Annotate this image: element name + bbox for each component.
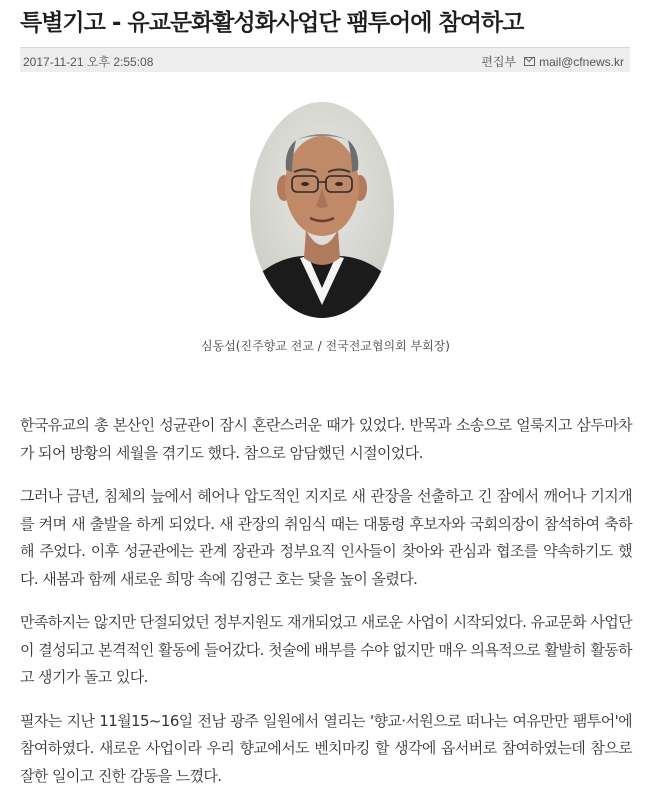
paragraph: 한국유교의 총 본산인 성균관이 잠시 혼란스러운 때가 있었다. 반목과 소송으로 얼룩지고 삼두마차가 되어 방황의 세월을 겪기도 했다. 참으로 암담했던 시절이었다. [20, 416, 632, 462]
paragraph: 만족하지는 않지만 단절되었던 정부지원도 재개되었고 새로운 사업이 시작되었다. 유교문화 사업단이 결성되고 본격적인 활동에 들어갔다. 첫술에 배부를 수야 없지만 매우 의욕적으로 활발히 활동하고 생기가 돌고 있다. [20, 613, 632, 686]
author-name: 편집부 [481, 55, 517, 69]
paragraph: 필자는 지난 11월15~16일 전남 광주 일원에서 열리는 '향교·서원으로 떠나는 여유만만 팸투어'에 참여하였다. 새로운 사업이라 우리 향교에서도 벤치마킹 할 생각에 옵서버로 참여하였는데 참으로 잘한 일이고 진한 감동을 느꼈다. [20, 711, 632, 785]
article-title: 특별기고 - 유교문화활성화사업단 팸투어에 참여하고 [20, 10, 524, 36]
article-body [20, 412, 632, 806]
paragraph: 그러나 금년, 침체의 늪에서 헤어나 압도적인 지지로 새 관장을 선출하고 긴 잠에서 깨어나 기지개를 켜며 새 출발을 하게 되었다. 새 관장의 취임식 때는 대통령 후보자와 국회의장이 참석하여 축하해 주었다. 이후 성균관에는 관계 장관과 정부요직 인사들이 찾아와 관심과 협조를 약속하기도 했다. 새봄과 함께 새로운 희망 속에 김영근 호는 닻을 높이 올렸다. [20, 487, 632, 588]
portrait-photo [248, 100, 396, 320]
article-meta-bar [20, 47, 630, 72]
author-email[interactable]: mail@cfnews.kr [539, 54, 624, 69]
mail-icon [524, 57, 535, 66]
article-date: 2017-11-21 오후 2:55:08 [23, 55, 154, 69]
photo-caption: 심동섭(진주향교 전교 / 전국전교협의회 부회장) [201, 339, 450, 353]
author-info [481, 53, 624, 70]
